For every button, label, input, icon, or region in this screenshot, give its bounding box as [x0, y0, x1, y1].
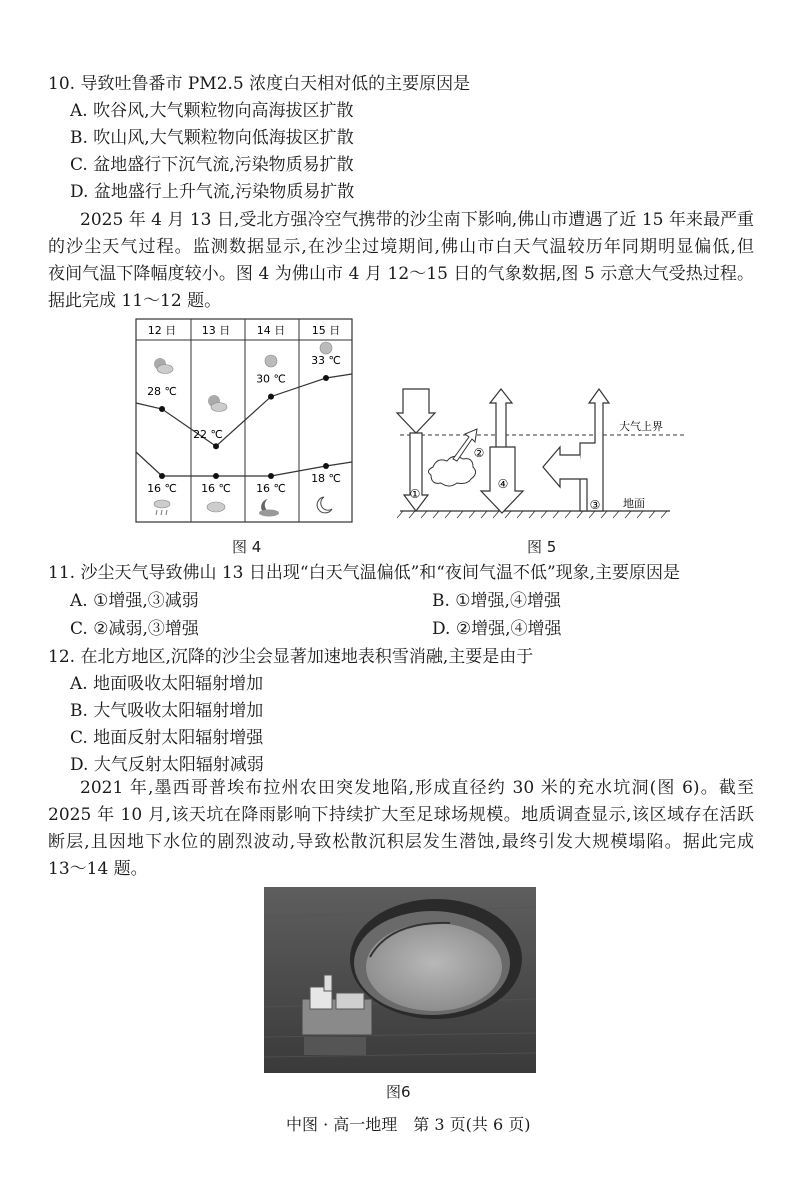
- low-temp-label: 16 ℃: [256, 482, 286, 495]
- figure-5-atmosphere-heating-diagram: [395, 385, 700, 525]
- passage2-line: 2021 年,墨西哥普埃布拉州农田突发地陷,形成直径约 30 米的充水坑洞(图 6)。截至: [80, 778, 754, 798]
- figure-6-sinkhole-photo: [264, 887, 536, 1073]
- sun-icon: [265, 355, 277, 367]
- page-footer: 中图 · 高一地理 第 3 页(共 6 页): [286, 1115, 531, 1134]
- high-temp-point: [323, 375, 329, 381]
- high-temp-point: [268, 394, 274, 400]
- passage1-line: 夜间气温下降幅度较小。图 4 为佛山市 4 月 12～15 日的气象数据,图 5 示意大气受热过程。: [48, 264, 754, 284]
- day-label: 14 日: [256, 324, 286, 337]
- sun-icon: [320, 342, 332, 354]
- high-temp-label: 28 ℃: [147, 385, 177, 398]
- low-temp-point: [159, 473, 165, 479]
- label-ground: 地面: [623, 497, 645, 510]
- high-temp-point: [213, 443, 219, 449]
- q11-stem: 11. 沙尘天气导致佛山 13 日出现“白天气温偏低”和“夜间气温不低”现象,主要原因是: [48, 563, 681, 583]
- q11-option-a: A. ①增强,③减弱: [70, 591, 199, 611]
- low-temp-label: 16 ℃: [201, 482, 231, 495]
- passage2-line: 断层,且因地下水位的剧烈波动,导致松散沉积层发生潜蚀,最终引发大规模塌陷。据此完成: [48, 832, 754, 852]
- cloud-icon: [207, 502, 225, 512]
- q10-option-c: C. 盆地盛行下沉气流,污染物质易扩散: [70, 155, 354, 175]
- marker-3: ③: [589, 498, 601, 512]
- high-temp-label: 22 ℃: [193, 428, 223, 442]
- figure-5-caption: 图 5: [527, 538, 557, 556]
- low-temp-point: [323, 463, 329, 469]
- day-label: 12 日: [147, 324, 177, 337]
- q12-option-c: C. 地面反射太阳辐射增强: [70, 728, 264, 748]
- high-temp-point: [159, 406, 165, 412]
- passage1-line: 的沙尘天气过程。监测数据显示,在沙尘过境期间,佛山市白天气温较历年同期明显偏低,但: [48, 237, 754, 257]
- low-temp-point: [213, 473, 219, 479]
- q10-option-a: A. 吹谷风,大气颗粒物向高海拔区扩散: [70, 101, 354, 121]
- day-label: 15 日: [311, 324, 341, 337]
- q11-option-b: B. ①增强,④增强: [432, 591, 561, 611]
- high-temp-label: 33 ℃: [311, 354, 341, 367]
- q12-stem: 12. 在北方地区,沉降的沙尘会显著加速地表积雪消融,主要是由于: [48, 647, 534, 667]
- low-temp-point: [268, 473, 274, 479]
- figure-6-caption: 图6: [386, 1083, 411, 1101]
- figure-4-weather-chart: [135, 318, 360, 528]
- label-top-of-atmosphere: 大气上界: [619, 420, 663, 433]
- q12-option-d: D. 大气反射太阳辐射减弱: [70, 755, 264, 775]
- q11-option-d: D. ②增强,④增强: [432, 619, 562, 639]
- marker-1: ①: [409, 487, 421, 501]
- marker-4: ④: [497, 477, 509, 491]
- low-temp-label: 18 ℃: [311, 472, 341, 485]
- passage1-line: 据此完成 11～12 题。: [48, 291, 222, 311]
- q12-option-b: B. 大气吸收太阳辐射增加: [70, 701, 264, 721]
- low-temp-label: 16 ℃: [147, 482, 177, 495]
- marker-2: ②: [473, 446, 485, 460]
- passage1-line: 2025 年 4 月 13 日,受北方强冷空气携带的沙尘南下影响,佛山市遭遇了近 15 年来最严重: [80, 210, 754, 230]
- day-label: 13 日: [201, 324, 231, 337]
- figure-4-caption: 图 4: [232, 538, 262, 556]
- q12-option-a: A. 地面吸收太阳辐射增加: [70, 674, 264, 694]
- q11-option-c: C. ②减弱,③增强: [70, 619, 199, 639]
- q10-option-b: B. 吹山风,大气颗粒物向低海拔区扩散: [70, 128, 354, 148]
- q10-option-d: D. 盆地盛行上升气流,污染物质易扩散: [70, 182, 355, 202]
- q10-stem: 10. 导致吐鲁番市 PM2.5 浓度白天相对低的主要原因是: [48, 74, 471, 94]
- passage2-line: 2025 年 10 月,该天坑在降雨影响下持续扩大至足球场规模。地质调查显示,该区域存在活跃: [48, 805, 754, 825]
- passage2-line: 13～14 题。: [48, 859, 148, 879]
- high-temp-label: 30 ℃: [256, 372, 286, 386]
